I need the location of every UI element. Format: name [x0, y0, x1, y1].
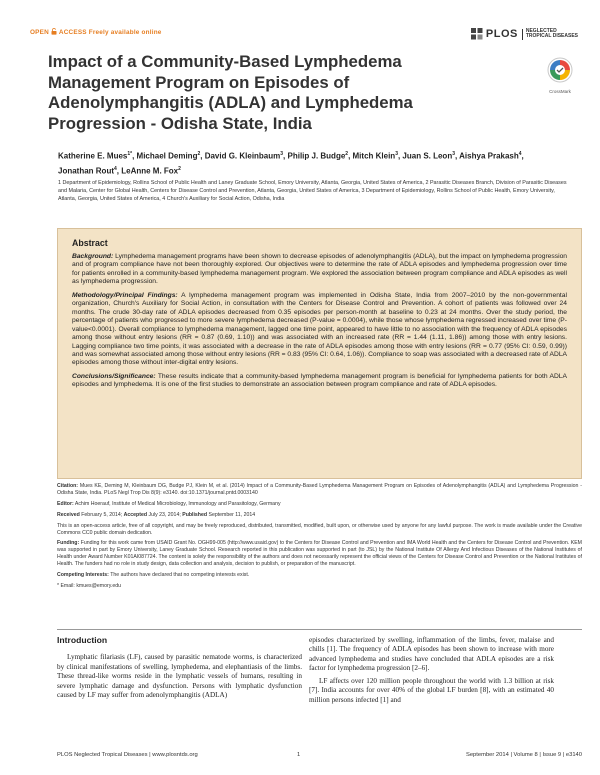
journal-name-line1: NEGLECTED [525, 27, 557, 34]
author-separator: , [283, 151, 288, 161]
competing-text: The authors have declared that no competing interests exist. [110, 572, 250, 579]
plos-wordmark: PLOS [485, 28, 518, 40]
background-text: Lymphedema management programs have been shown to decrease episodes of adenolymphangitis (ADLA), but the impact on lymphedema progression and of program compliance have not been thoroughly explored. Our objectives were to determine the rate of ADLA episodes and lymphedema progression over time for patients enrolled in a community-based lymphedema management program. We explored the association between program compliance and ADLA episodes as well as lymphedema progression. [72, 253, 568, 286]
author-affiliation-mark: 4 [518, 151, 522, 157]
email-address[interactable]: kmues@emory.edu [76, 582, 121, 589]
access-label: ACCESS [58, 29, 87, 36]
license: This is an open-access article, free of all copyright, and may be freely reproduced, distributed, transmitted, modified, built upon, or otherwise used by anyone for any lawful purpose. The work is made available under the Creative Commons CC0 public domain dedication. [57, 522, 582, 536]
corresponding-author-mark: * [130, 151, 133, 157]
journal-header [30, 26, 578, 42]
background-label: Background: [72, 253, 114, 260]
author-separator: , [200, 151, 205, 161]
author-separator: , [521, 151, 524, 161]
author-affiliation-mark: 2 [178, 165, 181, 172]
author-affiliation-mark: 1 [127, 151, 131, 157]
freely-available-label: Freely available online [88, 29, 162, 36]
received-date: February 5, 2014; [81, 511, 123, 518]
citation [57, 483, 582, 497]
author-name: Mitch Klein [352, 151, 396, 161]
introduction-heading: Introduction [57, 635, 108, 645]
author-name: LeAnne M. Fox [121, 166, 179, 176]
methods-text: A lymphedema management program was implemented in Odisha State, India from 2007–2010 by the non-governmental organization, Church's Auxiliary for Social Action, in consultation with the Centers for Disease Control and Prevention. A cohort of patients was followed over 24 months. The crude 30-day rate of ADLA episodes decreased from 0.35 episodes per person-month at baseline to 0.23 at 24 months. Over the study period, the percentage of patients who progressed to more severe lymphedema decreased (P-value = 0.0004), while those whose lymphedema regressed increased over time (P-value<0.0001). Overall compliance to lymphedema management, lagged one time point, appeared to have little to no association with the frequency of ADLA episodes among those without entry lesions (RR = 0.87 (0.69, 1.10)) and was associated with an increased rate (RR = 1.44 (1.11, 1.86)) among those with entry lesions. Lagging compliance two time points, it was associated with a decrease in the rate of ADLA episodes among those with entry lesions (RR = 0.77 (95% CI: 0.59, 0.99)) and was somewhat associated among those without entry lesions (RR = 0.83 (95% CI: 0.64, 1.06)). Compliance to soap was associated with a decreased rate of ADLA episodes among those without inter-digital entry lesions. [72, 291, 567, 367]
citation-label: Citation: [57, 483, 79, 489]
body-column-right [309, 636, 554, 708]
author-list [58, 148, 558, 177]
crossmark-icon [547, 57, 573, 83]
author-affiliation-mark: 3 [395, 151, 398, 157]
published-date: September 11, 2014 [208, 511, 256, 518]
editor [57, 501, 582, 508]
conclusions-text: These results indicate that a community-based lymphedema management program is beneficial for lymphedema patients for both ADLA episodes and lymphedema. It is one of the first studies to demonstrate an association between program compliance and rate of ADLA episodes. [72, 372, 567, 389]
footer-issue: September 2014 | Volume 8 | Issue 9 | e3140 [465, 752, 582, 758]
funding-text: Funding for this work came from USAID Grant No. OGH99-005 (http://www.usaid.gov) to the Centers for Disease Control and Prevention and IMA World Health and the Centers for Disease Control and Prevention. KEM was supported in part by Emory University, Laney Graduate School. Research reported in this publication was supported in part (to JSL) by the National Institute Of Allergy And Infectious Diseases of the National Institutes of Health under Award Number K01AI087724. The content is solely the responsibility of the authors and does not necessarily represent the official views of the Centers for Disease Control and Prevention or the National Institutes of Health. The funders had no role in study design, data collection and analysis, decision to publish, or preparation of the manuscript. [57, 540, 582, 568]
crossmark-label: CrossMark [549, 89, 571, 94]
author-affiliation-mark: 2 [197, 151, 201, 157]
article-title: Impact of a Community-Based Lymphedema Management Program on Episodes of Adenolymphangitis (ADLA) and Lymphedema Progression - Odisha State, India [48, 52, 413, 133]
abstract-heading: Abstract [72, 238, 108, 248]
author-name: Jonathan Rout [58, 166, 114, 176]
author-name: Michael Deming [136, 151, 198, 161]
competing-interests [57, 572, 582, 579]
dates [57, 512, 582, 519]
funding-label: Funding: [57, 540, 80, 547]
intro-paragraph-1-cont: episodes characterized by swelling, inflammation of the limbs, fever, malaise and chills [1]. The frequency of ADLA episodes has been shown to increase with more advanced lymphedema and studies have concluded that ADLA episodes are a risk factor for lymphedema progression [2–6]. [309, 636, 554, 673]
accepted-label: Accepted [123, 511, 148, 518]
abstract-box [57, 228, 582, 479]
author-affiliation-mark: 2 [345, 151, 349, 157]
author-affiliation-mark: 3 [452, 151, 455, 157]
abstract-conclusions [72, 373, 567, 390]
author-name: David G. Kleinbaum [204, 151, 281, 161]
conclusions-label: Conclusions/Significance: [72, 372, 156, 380]
open-access-badge [30, 28, 162, 36]
accepted-date: July 23, 2014; [148, 511, 181, 518]
open-access-label: OPEN [30, 29, 49, 36]
author-separator: , [455, 151, 460, 161]
abstract-methods [72, 292, 567, 368]
funding [57, 540, 582, 568]
author-separator: , [132, 151, 137, 161]
open-lock-icon [51, 28, 57, 35]
crossmark-badge[interactable] [544, 57, 576, 94]
received-label: Received [57, 511, 80, 518]
affiliations: 1 Department of Epidemiology, Rollins School of Public Health and Laney Graduate School, Emory University, Atlanta, Georgia, United States of America, 2 Parasitic Diseases Branch, Division of Parasitic Diseases and Malaria, Center for Global Health, Centers for Disease Control and Prevention, Atlanta, Georgia, United States of America, 3 Department of Epidemiology, Rollins School of Public Health, Emory University, Atlanta, Georgia, United States of America, 4 Church's Auxiliary for Social Action, Odisha, India [58, 180, 567, 202]
journal-name [522, 29, 578, 40]
author-name: Aishya Prakash [459, 151, 519, 161]
author-name: Philip J. Budge [287, 151, 346, 161]
editor-text: Achim Hoerauf, Institute of Medical Microbiology, Immunology and Parasitology, Germany [74, 500, 281, 507]
email [57, 583, 582, 590]
author-affiliation-mark: 4 [114, 165, 117, 172]
author-separator: , [116, 166, 122, 176]
body-column-left [57, 636, 302, 704]
citation-text: Mues KE, Deming M, Kleinbaum DG, Budge PJ, Klein M, et al. (2014) Impact of a Community-Based Lymphedema Management Program on Episodes of Adenolymphangitis (ADLA) and Lymphedema Progression - Odisha State, India. PLoS Negl Trop Dis 8(9): e3140. doi:10.1371/journal.pntd.0003140 [57, 483, 582, 496]
author-name: Juan S. Leon [402, 151, 453, 161]
editor-label: Editor: [57, 500, 74, 507]
footer-journal: PLOS Neglected Tropical Diseases | www.plosntds.org [57, 752, 198, 758]
section-divider [57, 629, 582, 630]
author-separator: , [397, 151, 403, 161]
intro-paragraph-1: Lymphatic filariasis (LF), caused by parasitic nematode worms, is characterized by clinical manifestations of swelling, lymphedema, and elephantiasis of the limbs. These thread-like worms reside in the lymphatic vessels of humans, resulting in severe lymphatic damage and dysfunction. Persons with lymphatic dysfunction caused by LF may suffer from adenolymphangitis (ADLA) [57, 653, 302, 700]
methods-label: Methodology/Principal Findings: [72, 291, 178, 299]
published-label: Published [182, 511, 208, 518]
author-affiliation-mark: 3 [280, 151, 284, 157]
plos-grid-icon [471, 28, 483, 40]
email-label: * Email: [57, 582, 75, 589]
plos-logo [471, 26, 578, 42]
author-separator: , [348, 151, 353, 161]
intro-paragraph-2: LF affects over 120 million people throughout the world with 1.3 billion at risk [7]. India accounts for over 40% of the global LF burden [8], with an estimated 40 million persons infected [1] and [309, 676, 554, 704]
page-number: 1 [297, 752, 301, 758]
author-name: Katherine E. Mues [58, 151, 128, 161]
page-footer [57, 752, 582, 764]
journal-name-line2: TROPICAL DISEASES [525, 33, 578, 39]
abstract-background [72, 253, 567, 287]
article-metadata [57, 483, 582, 594]
competing-label: Competing Interests: [57, 572, 109, 579]
